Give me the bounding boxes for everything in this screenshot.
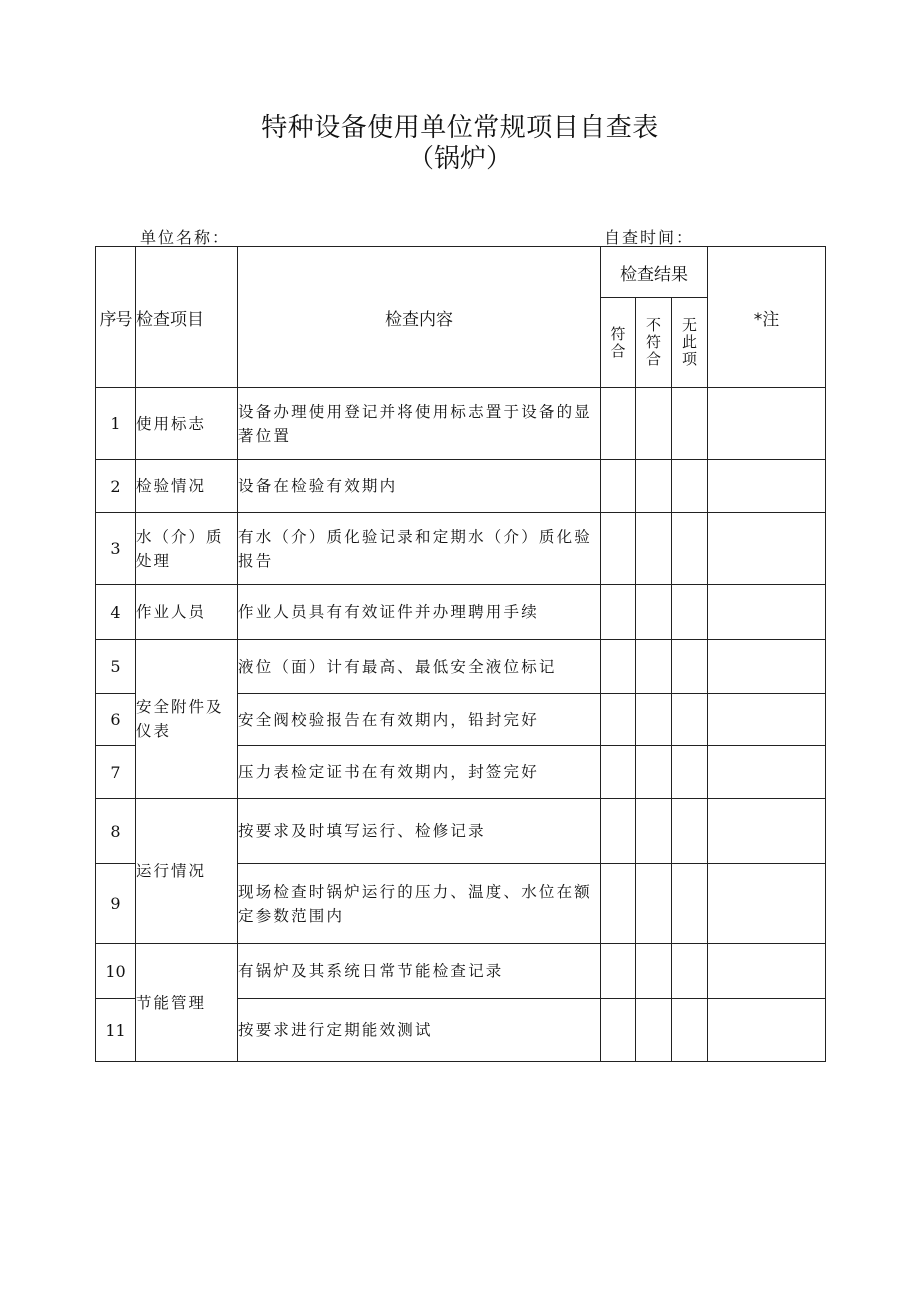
not-applicable-cell[interactable]	[672, 460, 708, 513]
nonconform-cell[interactable]	[636, 746, 672, 799]
not-applicable-cell[interactable]	[672, 640, 708, 694]
conform-cell[interactable]	[601, 513, 636, 585]
inspection-time-label: 自查时间：	[604, 228, 695, 247]
note-cell[interactable]	[708, 513, 826, 585]
nonconform-cell[interactable]	[636, 694, 672, 746]
conform-cell[interactable]	[601, 746, 636, 799]
row-number: 5	[96, 640, 136, 694]
row-number: 11	[96, 999, 136, 1062]
table-row	[96, 640, 826, 694]
conform-cell[interactable]	[601, 388, 636, 460]
not-applicable-cell[interactable]	[672, 746, 708, 799]
header-conform: 符合	[601, 298, 636, 388]
not-applicable-cell[interactable]	[672, 694, 708, 746]
row-check-content: 现场检查时锅炉运行的压力、温度、水位在额定参数范围内	[238, 864, 601, 944]
row-check-content: 液位（面）计有最高、最低安全液位标记	[238, 640, 601, 694]
not-applicable-cell[interactable]	[672, 999, 708, 1062]
header-not-applicable: 无此项	[672, 298, 708, 388]
document-title: 特种设备使用单位常规项目自查表	[261, 113, 659, 143]
note-cell[interactable]	[708, 746, 826, 799]
row-number: 4	[96, 585, 136, 640]
note-cell[interactable]	[708, 944, 826, 999]
nonconform-cell[interactable]	[636, 513, 672, 585]
row-check-content: 按要求及时填写运行、检修记录	[238, 799, 601, 864]
row-check-content: 设备办理使用登记并将使用标志置于设备的显著位置	[238, 388, 601, 460]
nonconform-cell[interactable]	[636, 460, 672, 513]
nonconform-cell[interactable]	[636, 864, 672, 944]
note-cell[interactable]	[708, 999, 826, 1062]
row-number: 3	[96, 513, 136, 585]
table-row	[96, 799, 826, 864]
not-applicable-cell[interactable]	[672, 799, 708, 864]
header-check-result: 检查结果	[601, 247, 708, 298]
not-applicable-cell[interactable]	[672, 944, 708, 999]
table-row	[96, 513, 826, 585]
conform-cell[interactable]	[601, 585, 636, 640]
header-serial-no: 序号	[96, 247, 136, 388]
conform-cell[interactable]	[601, 694, 636, 746]
table-row	[96, 388, 826, 460]
nonconform-cell[interactable]	[636, 585, 672, 640]
note-cell[interactable]	[708, 799, 826, 864]
row-check-content: 安全阀校验报告在有效期内，铅封完好	[238, 694, 601, 746]
table-row	[96, 460, 826, 513]
row-number: 7	[96, 746, 136, 799]
table-row	[96, 944, 826, 999]
not-applicable-cell[interactable]	[672, 388, 708, 460]
row-number: 10	[96, 944, 136, 999]
not-applicable-cell[interactable]	[672, 585, 708, 640]
note-cell[interactable]	[708, 864, 826, 944]
self-inspection-table	[95, 246, 826, 1062]
row-check-item: 使用标志	[136, 388, 238, 460]
not-applicable-cell[interactable]	[672, 864, 708, 944]
row-check-item: 检验情况	[136, 460, 238, 513]
nonconform-cell[interactable]	[636, 999, 672, 1062]
row-number: 2	[96, 460, 136, 513]
unit-name-label: 单位名称：	[140, 228, 231, 247]
note-cell[interactable]	[708, 460, 826, 513]
nonconform-cell[interactable]	[636, 640, 672, 694]
row-check-content: 设备在检验有效期内	[238, 460, 601, 513]
row-number: 9	[96, 864, 136, 944]
nonconform-cell[interactable]	[636, 388, 672, 460]
row-check-content: 有水（介）质化验记录和定期水（介）质化验报告	[238, 513, 601, 585]
note-cell[interactable]	[708, 585, 826, 640]
row-check-content: 压力表检定证书在有效期内，封签完好	[238, 746, 601, 799]
row-number: 6	[96, 694, 136, 746]
header-nonconform: 不符合	[636, 298, 672, 388]
header-note: *注	[708, 247, 826, 388]
row-check-item: 安全附件及仪表	[136, 640, 238, 799]
row-check-content: 作业人员具有有效证件并办理聘用手续	[238, 585, 601, 640]
row-check-content: 按要求进行定期能效测试	[238, 999, 601, 1062]
row-check-item: 节能管理	[136, 944, 238, 1062]
conform-cell[interactable]	[601, 640, 636, 694]
row-check-item: 作业人员	[136, 585, 238, 640]
note-cell[interactable]	[708, 640, 826, 694]
row-check-item: 运行情况	[136, 799, 238, 944]
table-row	[96, 585, 826, 640]
not-applicable-cell[interactable]	[672, 513, 708, 585]
header-check-content: 检查内容	[238, 247, 601, 388]
row-check-content: 有锅炉及其系统日常节能检查记录	[238, 944, 601, 999]
row-number: 8	[96, 799, 136, 864]
conform-cell[interactable]	[601, 999, 636, 1062]
conform-cell[interactable]	[601, 864, 636, 944]
row-number: 1	[96, 388, 136, 460]
document-subtitle: （锅炉）	[407, 144, 512, 174]
conform-cell[interactable]	[601, 944, 636, 999]
row-check-item: 水（介）质处理	[136, 513, 238, 585]
note-cell[interactable]	[708, 388, 826, 460]
note-cell[interactable]	[708, 694, 826, 746]
nonconform-cell[interactable]	[636, 799, 672, 864]
nonconform-cell[interactable]	[636, 944, 672, 999]
header-check-item: 检查项目	[136, 247, 238, 388]
conform-cell[interactable]	[601, 460, 636, 513]
conform-cell[interactable]	[601, 799, 636, 864]
